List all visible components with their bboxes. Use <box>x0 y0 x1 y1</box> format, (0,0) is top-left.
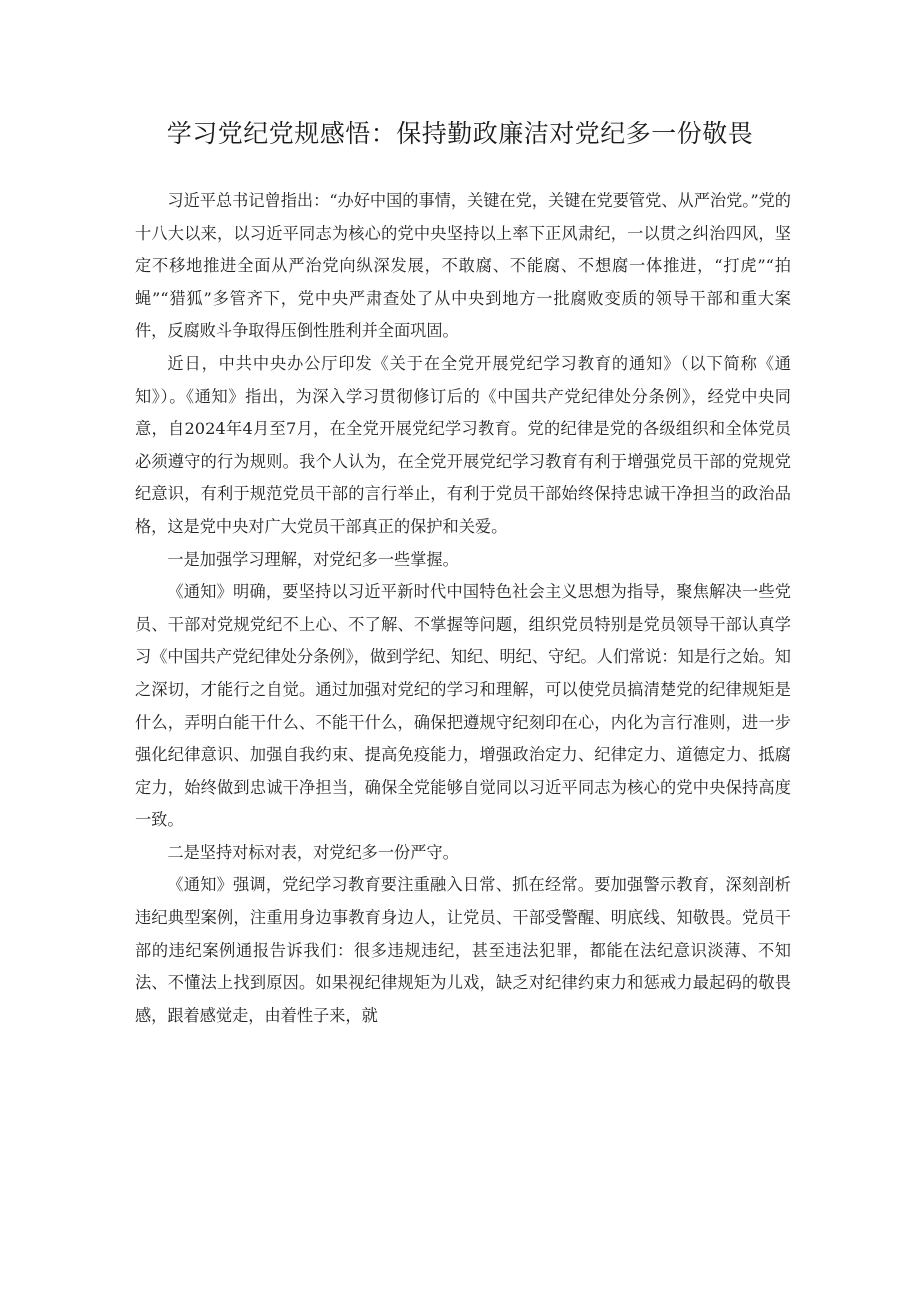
section-heading: 二是坚持对标对表，对党纪多一份严守。 <box>167 842 459 862</box>
document-body <box>135 185 791 1032</box>
paragraph: 近日，中共中央办公厅印发《关于在全党开展党纪学习教育的通知》（以下简称《通知》）。《通知》指出，为深入学习贯彻修订后的《中国共产党纪律处分条例》，经党中央同意，自2024年4月至7月，在全党开展党纪学习教育。党的纪律是党的各级组织和全体党员必须遵守的行为规则。我个人认为，在全党开展党纪学习教育有利于增强党员干部的党规党纪意识，有利于规范党员干部的言行举止，有利于党员干部始终保持忠诚干净担当的政治品格，这是党中央对广大党员干部真正的保护和关爱。 <box>135 353 791 536</box>
section-heading: 一是加强学习理解，对党纪多一些掌握。 <box>167 549 459 569</box>
paragraph: 习近平总书记曾指出：“办好中国的事情，关键在党，关键在党要管党、从严治党。”党的十八大以来，以习近平同志为核心的党中央坚持以上率下正风肃纪，一以贯之纠治四风，坚定不移地推进全面从严治党向纵深发展，不敢腐、不能腐、不想腐一体推进，“打虎”“拍蝇”“猎狐”多管齐下，党中央严肃查处了从中央到地方一批腐败变质的领导干部和重大案件，反腐败斗争取得压倒性胜利并全面巩固。 <box>135 191 791 341</box>
document-title: 学习党纪党规感悟：保持勤政廉洁对党纪多一份敬畏 <box>166 119 754 148</box>
paragraph: 《通知》明确，要坚持以习近平新时代中国特色社会主义思想为指导，聚焦解决一些党员、干部对党规党纪不上心、不了解、不掌握等问题，组织党员特别是党员领导干部认真学习《中国共产党纪律处分条例》，做到学纪、知纪、明纪、守纪。人们常说：知是行之始。知之深切，才能行之自觉。通过加强对党纪的学习和理解，可以使党员搞清楚党的纪律规矩是什么，弄明白能干什么、不能干什么，确保把遵规守纪刻印在心，内化为言行准则，进一步强化纪律意识、加强自我约束、提高免疫能力，增强政治定力、纪律定力、道德定力、抵腐定力，始终做到忠诚干净担当，确保全党能够自觉同以习近平同志为核心的党中央保持高度一致。 <box>135 582 791 830</box>
paragraph: 《通知》强调，党纪学习教育要注重融入日常、抓在经常。要加强警示教育，深刻剖析违纪典型案例，注重用身边事教育身边人，让党员、干部受警醒、明底线、知敬畏。党员干部的违纪案例通报告诉我们：很多违规违纪，甚至违法犯罪，都能在法纪意识淡薄、不知法、不懂法上找到原因。如果视纪律规矩为儿戏，缺乏对纪律约束力和惩戒力最起码的敬畏感，跟着感觉走，由着性子来，就 <box>135 875 791 1025</box>
